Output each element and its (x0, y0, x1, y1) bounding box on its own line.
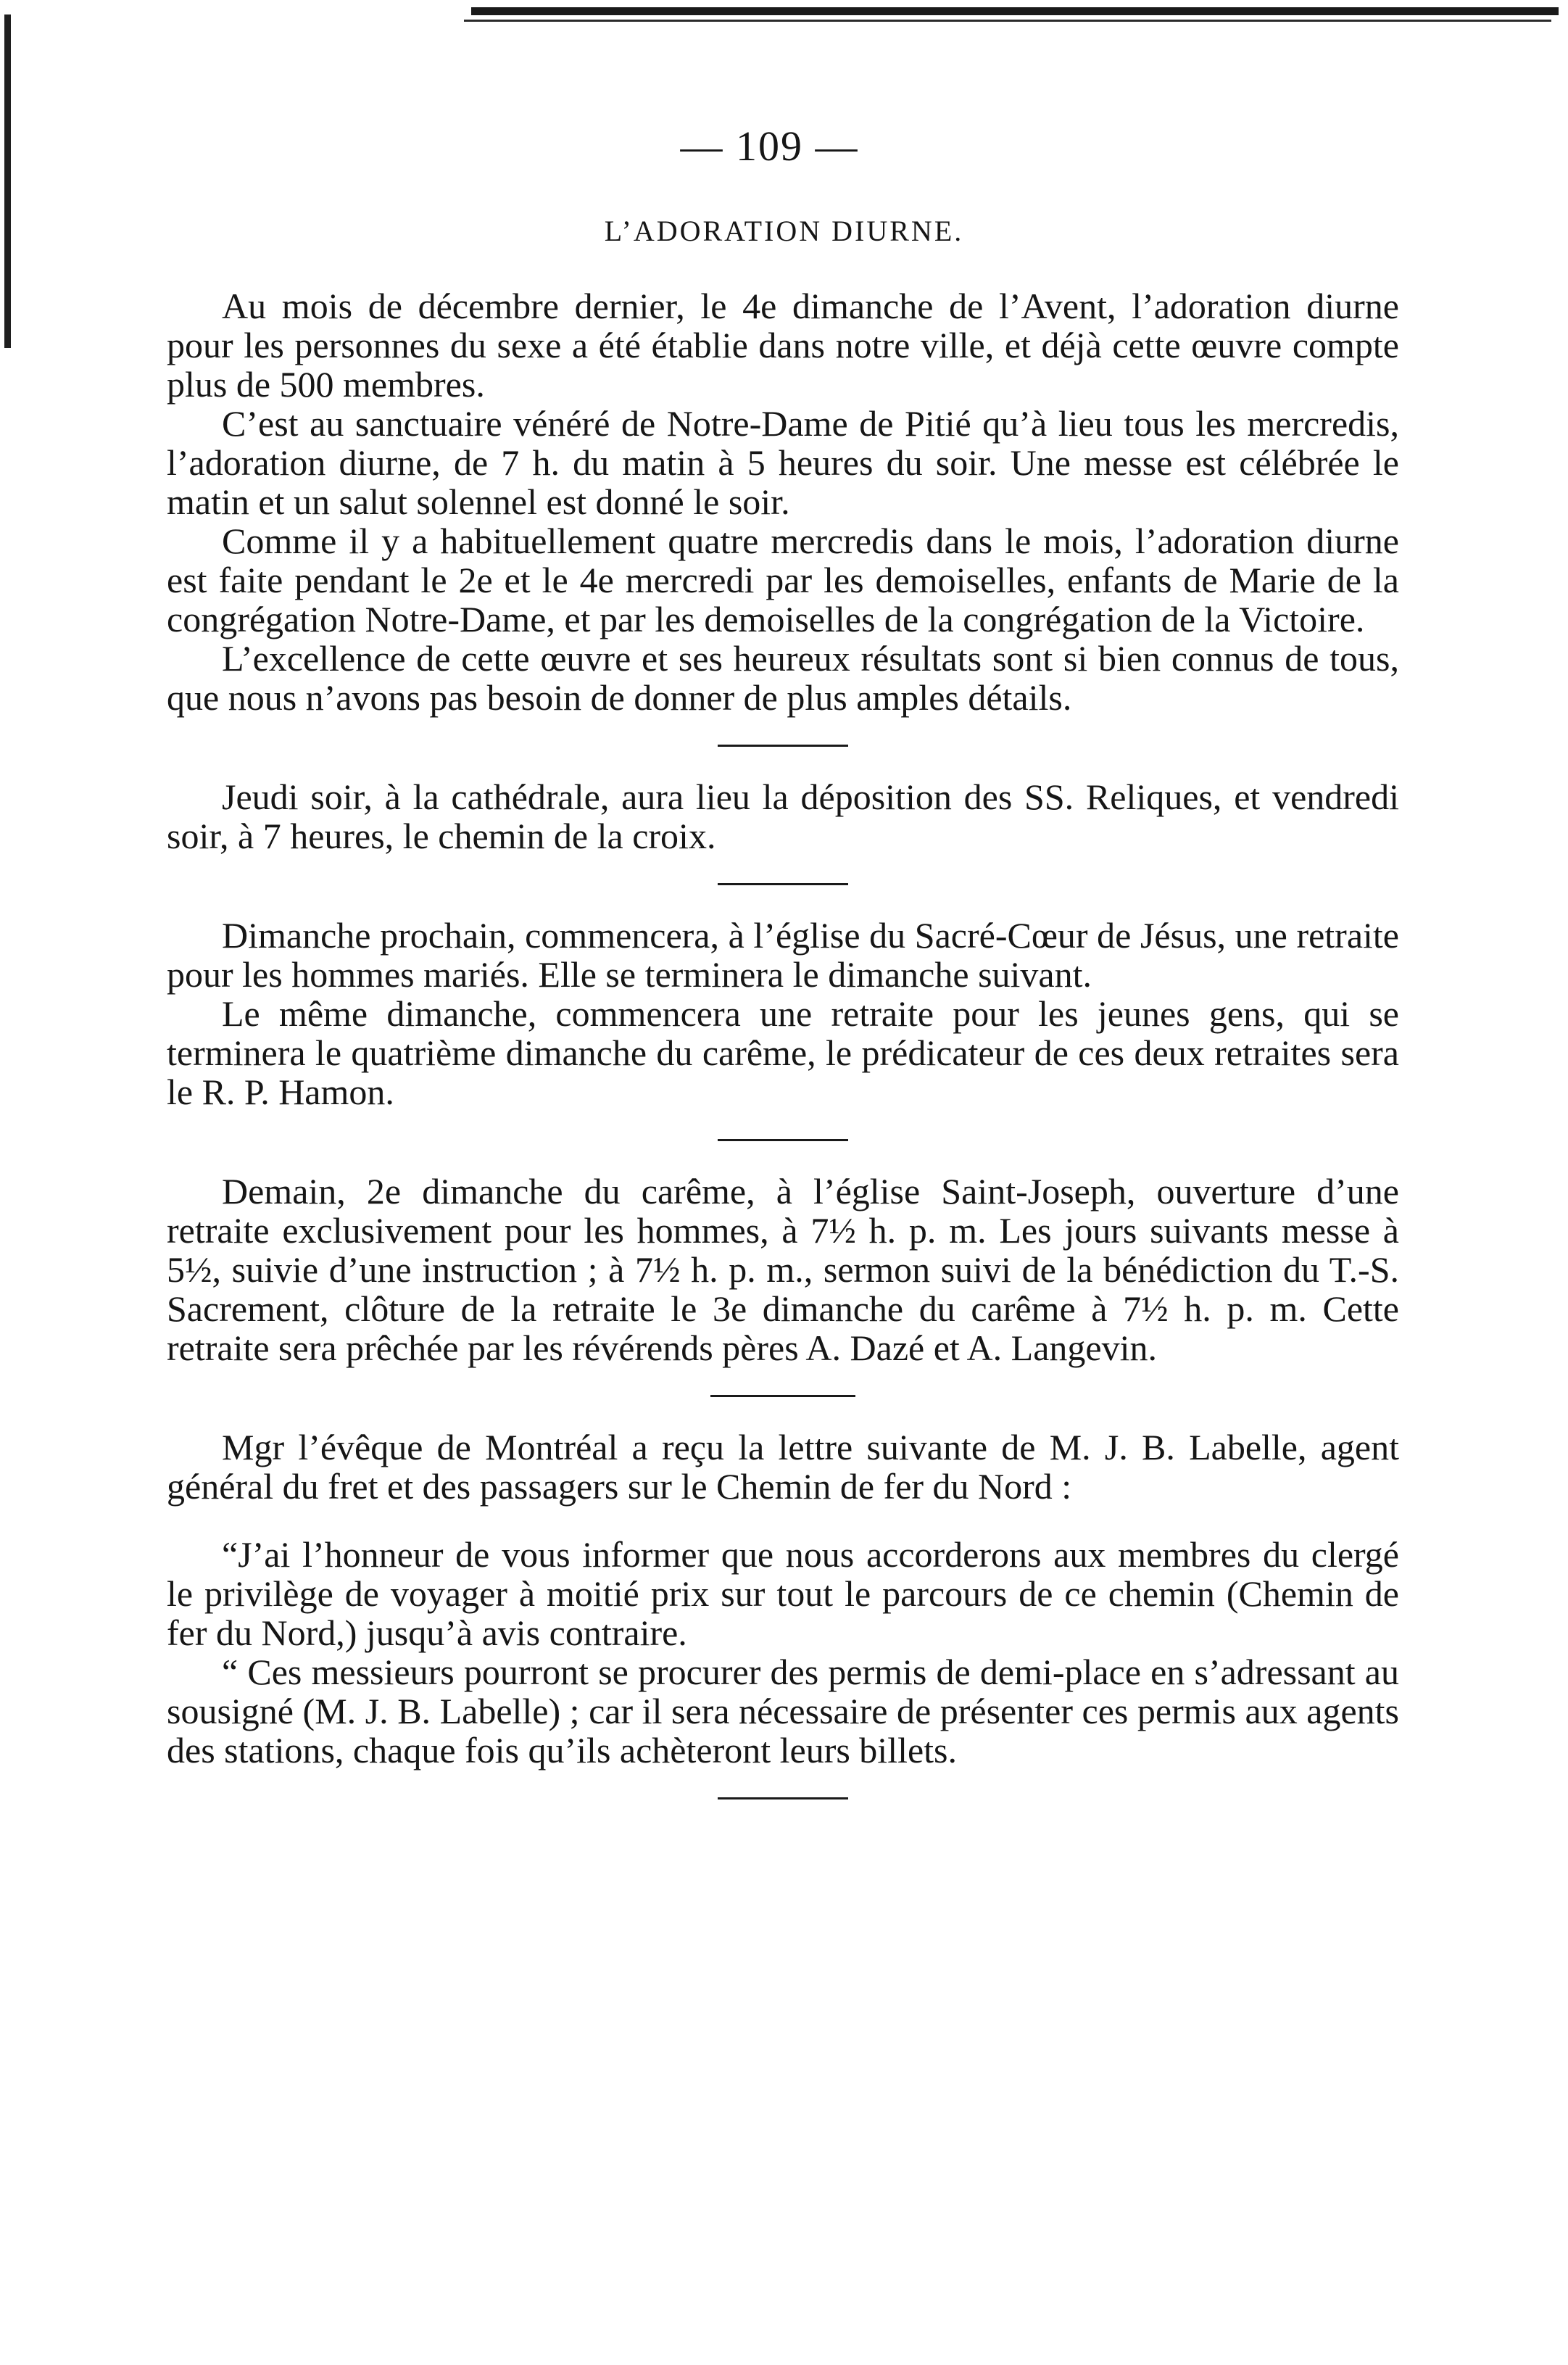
section-separator (718, 1797, 848, 1799)
section-separator (718, 883, 848, 885)
paragraph-relics: Jeudi soir, à la cathédrale, aura lieu la déposition des SS. Reliques, et vendredi soir, à 7 heures, le chemin de la croix. (167, 776, 1399, 856)
paragraph-adoration-sanctuary: C’est au sanctuaire vénéré de Notre-Dame de Pitié qu’à lieu tous les mercredis, l’adoration diurne, de 7 h. du matin à 5 heures du soir. Une messe est célébrée le matin et un salut solennel est donné le soir. (167, 403, 1399, 522)
page-number: — 109 — (680, 123, 859, 170)
paragraph-adoration-wednesdays: Comme il y a habituellement quatre mercredis dans le mois, l’adoration diurne est faite pendant le 2e et le 4e mercredi par les demoiselles, enfants de Marie de la congrégation Notre-Dame, et par les demoiselles de la congrégation de la Victoire. (167, 521, 1399, 639)
page-content (167, 286, 1399, 1830)
paragraph-retreat-young-men: Le même dimanche, commencera une retraite pour les jeunes gens, qui se terminera le quatrième dimanche du carême, le prédicateur de ces deux retraites sera le R. P. Hamon. (167, 993, 1399, 1112)
top-border-thin-rule (464, 20, 1551, 22)
paragraph-adoration-excellence: L’excellence de cette œuvre et ses heureux résultats sont si bien connus de tous, que nous n’avons pas besoin de donner de plus amples détails. (167, 638, 1399, 718)
paragraph-letter-quote-2: “ Ces messieurs pourront se procurer des permis de demi-place en s’adressant au sousigné (M. J. B. Labelle) ; car il sera nécessaire de présenter ces permis aux agents des stations, chaque fois qu’ils achèteront leurs billets. (167, 1652, 1399, 1770)
top-border-rule (471, 7, 1559, 15)
paragraph-retreat-married-men: Dimanche prochain, commencera, à l’église du Sacré-Cœur de Jésus, une retraite pour les hommes mariés. Elle se terminera le dimanche suivant. (167, 915, 1399, 995)
section-separator (718, 1139, 848, 1141)
section-separator (710, 1395, 855, 1397)
paragraph-adoration-intro: Au mois de décembre dernier, le 4e dimanche de l’Avent, l’adoration diurne pour les personnes du sexe a été établie dans notre ville, et déjà cette œuvre compte plus de 500 membres. (167, 286, 1399, 405)
paragraph-letter-quote-1: “J’ai l’honneur de vous informer que nous accorderons aux membres du clergé le privilège de voyager à moitié prix sur tout le parcours de ce chemin (Chemin de fer du Nord,) jusqu’à avis contraire. (167, 1534, 1399, 1653)
paragraph-retreat-saint-joseph: Demain, 2e dimanche du carême, à l’église Saint-Joseph, ouverture d’une retraite exclusivement pour les hommes, à 7½ h. p. m. Les jours suivants messe à 5½, suivie d’une instruction ; à 7½ h. p. m., sermon suivi de la bénédiction du T.-S. Sacrement, clôture de la retraite le 3e dimanche du carême à 7½ h. p. m. Cette retraite sera prêchée par les révérends pères A. Dazé et A. Langevin. (167, 1171, 1399, 1368)
paragraph-bishop-letter: Mgr l’évêque de Montréal a reçu la lettre suivante de M. J. B. Labelle, agent général du fret et des passagers sur le Chemin de fer du Nord : (167, 1427, 1399, 1507)
section-separator (718, 745, 848, 747)
section-title: L’ADORATION DIURNE. (604, 215, 964, 247)
page-left-edge (4, 15, 11, 348)
